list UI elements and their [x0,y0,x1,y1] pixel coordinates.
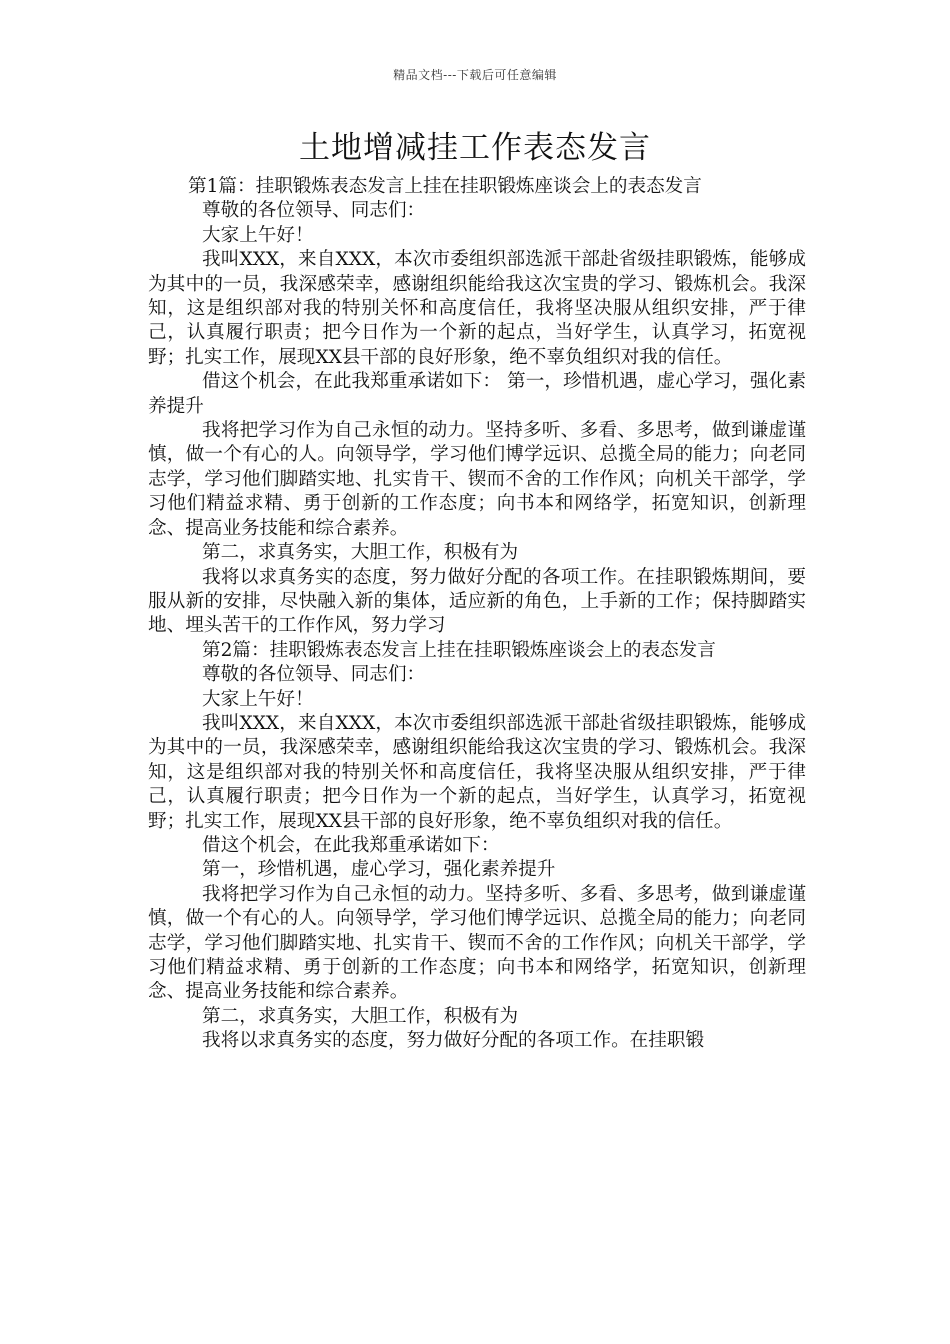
point-heading: 第一，珍惜机遇，虚心学习，强化素养提升 [202,859,556,881]
body-paragraph: 借这个机会，在此我郑重承诺如下： [202,834,500,856]
document-title: 土地增减挂工作表态发言 [299,130,651,166]
body-paragraph: 我叫XXX，来自XXX，本次市委组织部选派干部赴省级挂职锻炼，能够成为其中的一员，我深感荣幸，感谢组织能给我这次宝贵的学习、锻炼机会。我深知，这是组织部对我的特别关怀和高度信任，我将坚决服从组织安排，严于律己，认真履行职责；把今日作为一个新的起点，当好学生，认真学习，拓宽视野；扎实工作，展现XX县干部的良好形象，绝不辜负组织对我的信任。 [148,249,806,368]
body-paragraph: 借这个机会，在此我郑重承诺如下： 第一，珍惜机遇，虚心学习，强化素养提升 [148,371,806,417]
body-paragraph: 我将以求真务实的态度，努力做好分配的各项工作。在挂职锻炼期间，要服从新的安排，尽快融入新的集体，适应新的角色，上手新的工作；保持脚踏实地、埋头苦干的工作作风，努力学习 [148,566,806,637]
point-heading: 第二，求真务实，大胆工作，积极有为 [202,1005,519,1027]
greeting: 大家上午好！ [202,224,314,246]
section-heading-2: 第2篇：挂职锻炼表态发言上挂在挂职锻炼座谈会上的表态发言 [202,639,716,661]
salutation: 尊敬的各位领导、同志们： [202,200,426,222]
document-body [148,175,806,1054]
body-paragraph: 我将把学习作为自己永恒的动力。坚持多听、多看、多思考，做到谦虚谨慎，做一个有心的人。向领导学，学习他们博学远识、总揽全局的能力；向老同志学，学习他们脚踏实地、扎实肯干、锲而不舍的工作作风；向机关干部学，学习他们精益求精、勇于创新的工作态度；向书本和网络学，拓宽知识，创新理念、提高业务技能和综合素养。 [148,420,806,539]
body-paragraph: 我叫XXX，来自XXX，本次市委组织部选派干部赴省级挂职锻炼，能够成为其中的一员，我深感荣幸，感谢组织能给我这次宝贵的学习、锻炼机会。我深知，这是组织部对我的特别关怀和高度信任，我将坚决服从组织安排，严于律己，认真履行职责；把今日作为一个新的起点，当好学生，认真学习，拓宽视野；扎实工作，展现XX县干部的良好形象，绝不辜负组织对我的信任。 [148,712,806,832]
point-heading: 第二，求真务实，大胆工作，积极有为 [202,542,519,564]
page-header-note: 精品文档---下载后可任意编辑 [393,68,557,82]
body-paragraph: 我将把学习作为自己永恒的动力。坚持多听、多看、多思考，做到谦虚谨慎，做一个有心的人。向领导学，学习他们博学远识、总揽全局的能力；向老同志学，学习他们脚踏实地、扎实肯干、锲而不舍的工作作风；向机关干部学，学习他们精益求精、勇于创新的工作态度；向书本和网络学，拓宽知识，创新理念、提高业务技能和综合素养。 [148,883,806,1003]
salutation: 尊敬的各位领导、同志们： [202,664,426,686]
body-paragraph: 我将以求真务实的态度，努力做好分配的各项工作。在挂职锻 [202,1030,705,1052]
greeting: 大家上午好！ [202,688,314,710]
section-heading-1: 第1篇：挂职锻炼表态发言上挂在挂职锻炼座谈会上的表态发言 [188,176,702,197]
